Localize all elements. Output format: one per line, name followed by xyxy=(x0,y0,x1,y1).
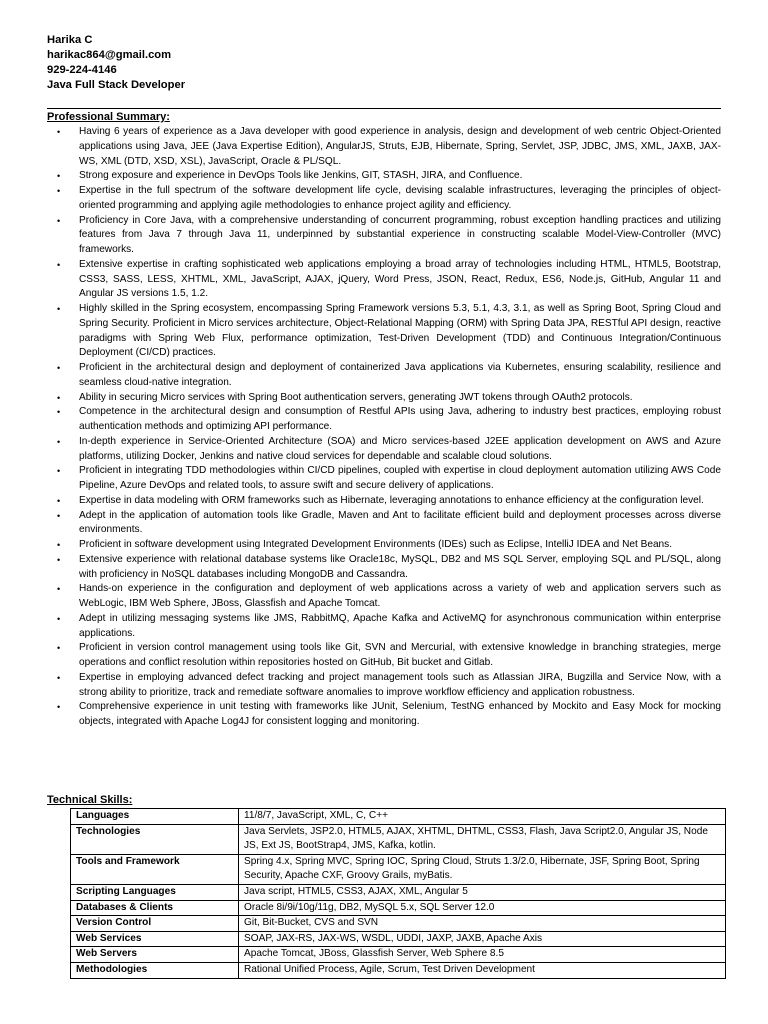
candidate-email: harikac864@gmail.com xyxy=(47,49,172,61)
bullet-icon: • xyxy=(57,215,61,226)
skill-value: Java script, HTML5, CSS3, AJAX, XML, Angular 5 xyxy=(239,884,726,900)
bullet-icon: • xyxy=(57,613,61,624)
table-row xyxy=(71,962,726,978)
skill-value: SOAP, JAX-RS, JAX-WS, WSDL, UDDI, JAXP, JAXB, Apache Axis xyxy=(239,931,726,947)
summary-item-text: Comprehensive experience in unit testing with frameworks like JUnit, Selenium, TestNG enhanced by Mockito and Easy Mock for mocking objects, integrated with Apache Log4J for consistent logging and monitoring. xyxy=(79,701,721,727)
summary-item xyxy=(47,582,721,612)
bullet-icon: • xyxy=(57,186,61,196)
summary-item-text: Competence in the architectural design and consumption of Restful APIs using Java, adhering to industry best practices, employing robust authentication methods and optimizing API performance. xyxy=(79,406,721,432)
summary-item-text: Adept in the application of automation tools like Gradle, Maven and Ant to facilitate efficient build and deployment processes across diverse environments. xyxy=(79,509,721,536)
summary-heading: Professional Summary: xyxy=(47,111,170,123)
skill-category: Tools and Framework xyxy=(71,854,239,884)
bullet-icon: • xyxy=(57,127,61,137)
summary-item xyxy=(47,125,721,169)
skill-category: Technologies xyxy=(71,824,239,854)
skill-value: Git, Bit-Bucket, CVS and SVN xyxy=(239,916,726,932)
summary-item-text: Proficiency in Core Java, with a comprehensive understanding of concurrent programming, robust exception handling practices and utilizing features from Java 7 through Java 11, underpinned by substantial experience in constructing scalable Model-View-Controller (MVC) frameworks. xyxy=(79,214,721,255)
candidate-phone: 929-224-4146 xyxy=(47,64,117,76)
skills-heading: Technical Skills: xyxy=(47,794,133,806)
summary-item xyxy=(47,435,721,465)
table-row xyxy=(71,916,726,932)
summary-item xyxy=(47,302,721,361)
summary-item-text: Extensive experience with relational database systems like Oracle18c, MySQL, DB2 and MS SQL Server, employing SQL and PL/SQL, along with proficiency in NoSQL databases including MongoDB and Cassandra. xyxy=(79,553,721,580)
bullet-icon: • xyxy=(57,672,61,683)
bullet-icon: • xyxy=(57,171,61,182)
bullet-icon: • xyxy=(57,554,61,565)
summary-item xyxy=(47,553,721,583)
summary-item xyxy=(47,700,721,730)
skill-category: Languages xyxy=(71,809,239,825)
bullet-icon: • xyxy=(57,392,61,403)
table-row xyxy=(71,947,726,963)
table-row xyxy=(71,900,726,916)
summary-item-text: Proficient in software development using Integrated Development Environments (IDEs) such as Eclipse, IntelliJ IDEA and Net Beans. xyxy=(79,539,673,550)
skill-category: Scripting Languages xyxy=(71,884,239,900)
bullet-icon: • xyxy=(57,540,61,550)
table-row xyxy=(71,931,726,947)
bullet-icon: • xyxy=(57,259,61,270)
skill-category: Databases & Clients xyxy=(71,900,239,916)
summary-item xyxy=(47,538,721,553)
summary-item xyxy=(47,641,721,671)
summary-item xyxy=(47,671,721,701)
candidate-title: Java Full Stack Developer xyxy=(47,79,186,91)
summary-item-text: Expertise in data modeling with ORM frameworks such as Hibernate, leveraging annotations to enhance efficiency at the configuration level. xyxy=(79,494,704,506)
summary-item-text: Having 6 years of experience as a Java developer with good experience in analysis, design and development of web centric Object-Oriented applications using Java, JEE (Java Expertise Edition), AngularJS, Struts, EJB, Hibernate, Spring, Servlet, JSP, JDBC, JMS, XML, JAXB, JAX-WS, XML (DTD, XSD, XSL), JavaScript, Oracle & PL/SQL. xyxy=(79,126,721,167)
bullet-icon: • xyxy=(57,407,61,418)
bullet-icon: • xyxy=(57,436,61,447)
skill-category: Web Services xyxy=(71,931,239,947)
header-divider xyxy=(47,108,721,109)
bullet-icon: • xyxy=(57,363,61,373)
summary-item-text: Proficient in version control management using tools like Git, SVN and Mercurial, with extensive knowledge in branching strategies, merge operations and conflict resolution within repositories hosted on GitHub, Bit bucket and Gitlab. xyxy=(79,642,721,668)
bullet-icon: • xyxy=(57,466,61,477)
summary-item xyxy=(47,184,721,214)
bullet-icon: • xyxy=(57,702,61,713)
summary-item-text: Proficient in integrating TDD methodologies within CI/CD pipelines, coupled with expertise in cloud deployment automation utilizing AWS Code Pipeline, Azure DevOps and related tools, to assure swift and secure delivery of applications. xyxy=(79,465,721,491)
summary-item xyxy=(47,258,721,302)
bullet-icon: • xyxy=(57,495,61,506)
summary-item xyxy=(47,361,721,391)
summary-item-text: Expertise in employing advanced defect tracking and project management tools such as Atlassian JIRA, Bugzilla and Service Now, with a strong ability to prioritize, track and remediate software anomalies to improve workflow efficiency and application robustness. xyxy=(79,671,721,698)
summary-item-text: Expertise in the full spectrum of the software development life cycle, devising scalable infrastructures, leveraging the principles of object-oriented programming and applying agile methodologies to enhance project agility and efficiency. xyxy=(79,185,721,211)
summary-item-text: Extensive expertise in crafting sophisticated web applications employing a broad array of technologies including HTML, HTML5, Bootstrap, CSS3, SASS, LESS, XHTML, XML, JavaScript, AJAX, jQuery, Word Press, JSON, React, Redux, ES6, Node.js, GitHub, Angular 11 and Angular JS versions 1.5, 1.2. xyxy=(79,258,721,300)
summary-item-text: Hands-on experience in the configuration and deployment of web applications across a variety of web and application servers such as WebLogic, IBM Web Sphere, JBoss, Glassfish and Apache Tomcat. xyxy=(79,583,721,609)
table-row xyxy=(71,884,726,900)
skill-value: Oracle 8i/9i/10g/11g, DB2, MySQL 5.x, SQL Server 12.0 xyxy=(239,900,726,916)
skill-category: Methodologies xyxy=(71,962,239,978)
bullet-icon: • xyxy=(57,584,61,595)
summary-item-text: In-depth experience in Service-Oriented Architecture (SOA) and Micro services-based J2EE application development on AWS and Azure platforms, utilizing Docker, Jenkins and native cloud services for dependable and scalable cloud solutions. xyxy=(79,435,721,462)
summary-item xyxy=(47,169,721,184)
summary-item-text: Strong exposure and experience in DevOps Tools like Jenkins, GIT, STASH, JIRA, and Confluence. xyxy=(79,170,523,182)
bullet-icon: • xyxy=(57,643,61,654)
summary-item xyxy=(47,464,721,494)
summary-item-text: Highly skilled in the Spring ecosystem, encompassing Spring Framework versions 5.3, 5.1, 4.3, 3.1, as well as Spring Boot, Spring Cloud and Spring Security. Proficient in Micro services architecture, Object-Relational Mapping (ORM) with Spring Data JPA, RESTful API design, reactive paradigms with Spring Web Flux, performance optimization, Test-Driven Development (TDD) and Continuous Integration/Continuous Deployment (CI/CD) practices. xyxy=(79,303,721,359)
summary-item xyxy=(47,391,721,406)
skill-value: Spring 4.x, Spring MVC, Spring IOC, Spring Cloud, Struts 1.3/2.0, Hibernate, JSF, Spring Boot, Spring Security, Apache CXF, Groovy Grails, myBatis. xyxy=(239,854,726,884)
summary-item-text: Proficient in the architectural design and deployment of containerized Java applications via Kubernetes, ensuring scalability, resilience and seamless cloud-native integration. xyxy=(79,362,721,388)
table-row xyxy=(71,854,726,884)
summary-item xyxy=(47,612,721,642)
summary-item xyxy=(47,494,721,509)
summary-item xyxy=(47,214,721,258)
skill-value: Java Servlets, JSP2.0, HTML5, AJAX, XHTML, DHTML, CSS3, Flash, Java Script2.0, Angular JS, Node JS, Ext JS, BootStrap4, JMS, Kafka, kotlin. xyxy=(239,824,726,854)
table-row xyxy=(71,809,726,825)
skill-value: Apache Tomcat, JBoss, Glassfish Server, Web Sphere 8.5 xyxy=(239,947,726,963)
candidate-name: Harika C xyxy=(47,34,93,46)
skill-category: Version Control xyxy=(71,916,239,932)
skill-category: Web Servers xyxy=(71,947,239,963)
summary-item-text: Adept in utilizing messaging systems like JMS, RabbitMQ, Apache Kafka and ActiveMQ for asynchronous communication within enterprise applications. xyxy=(79,612,721,639)
skill-value: Rational Unified Process, Agile, Scrum, Test Driven Development xyxy=(239,962,726,978)
table-row xyxy=(71,824,726,854)
summary-item xyxy=(47,405,721,435)
skill-value: 11/8/7, JavaScript, XML, C, C++ xyxy=(239,809,726,825)
summary-list xyxy=(47,125,721,730)
summary-item xyxy=(47,509,721,539)
bullet-icon: • xyxy=(57,510,61,521)
skills-table xyxy=(70,808,726,979)
summary-item-text: Ability in securing Micro services with Spring Boot authentication servers, generating JWT tokens through OAuth2 protocols. xyxy=(79,391,633,403)
contact-header xyxy=(47,33,185,93)
bullet-icon: • xyxy=(57,304,61,314)
